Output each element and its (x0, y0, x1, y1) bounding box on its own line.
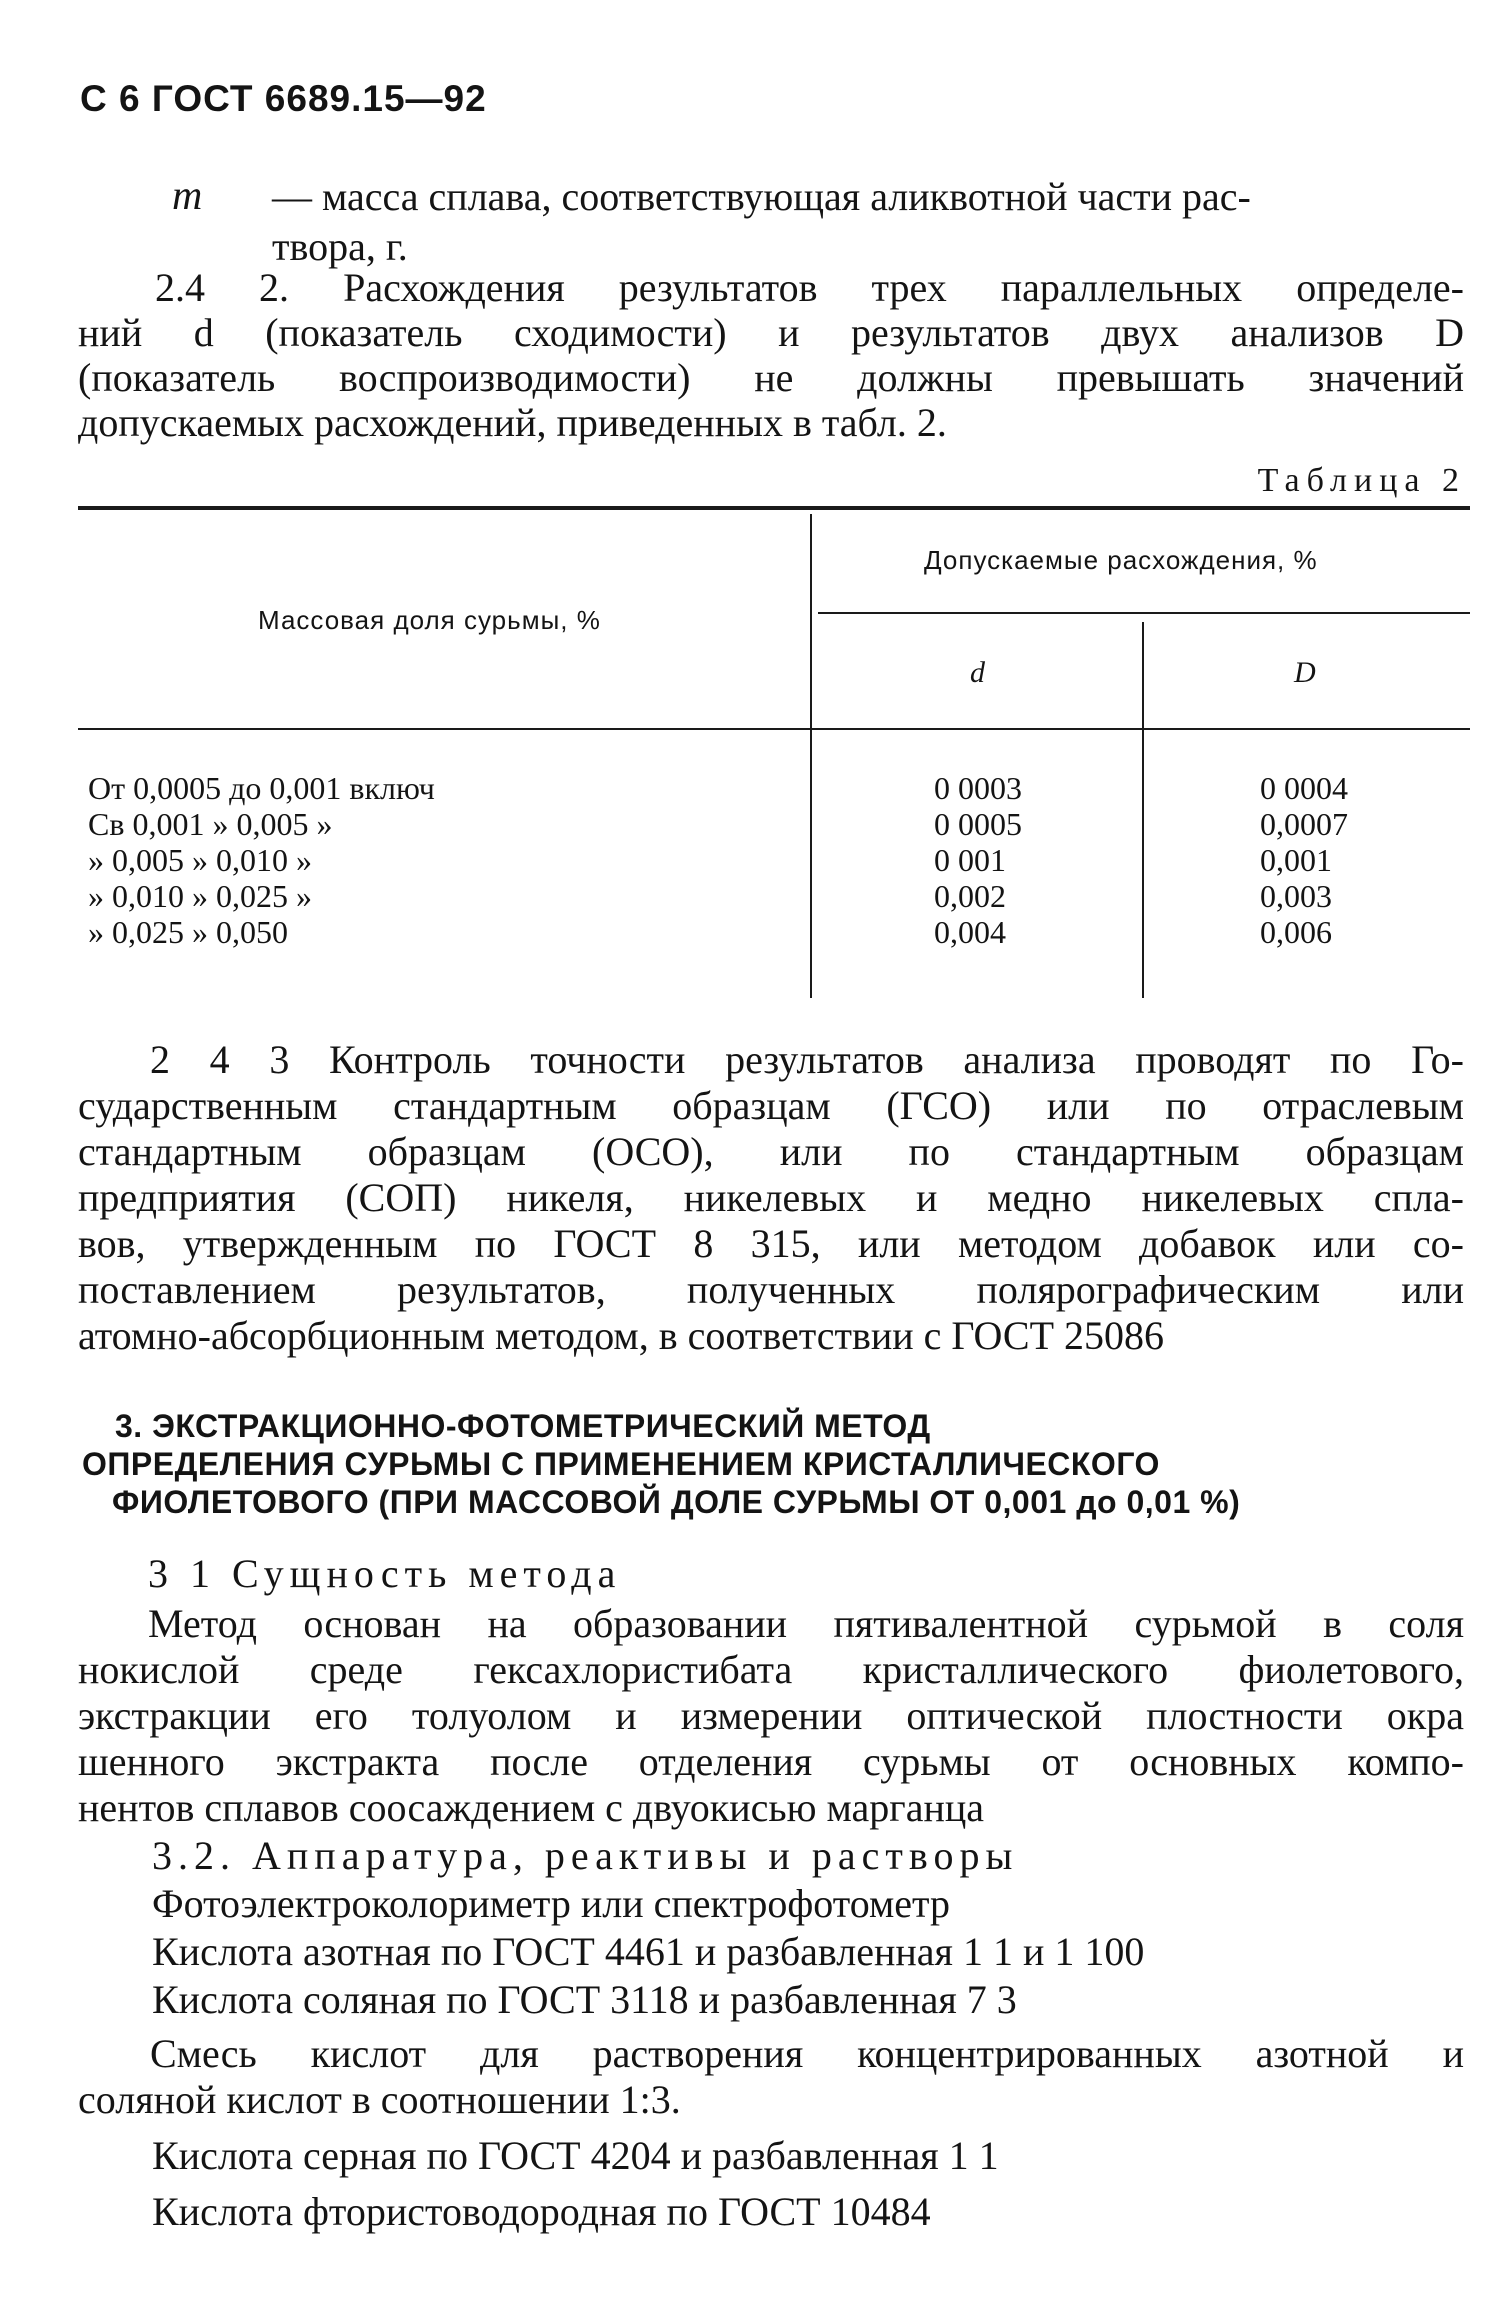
para-2-4-3-line6: поставлением результатов, полученных полярографическим или (78, 1267, 1464, 1312)
list-item-hf: Кислота фтористоводородная по ГОСТ 10484 (152, 2189, 931, 2234)
table-caption: Таблица 2 (1257, 462, 1466, 499)
table-col1-header: Массовая доля сурьмы, % (258, 605, 601, 635)
table-cell-D: 0,006 (1260, 914, 1332, 950)
m-definition-line1: — масса сплава, соответствующая аликвотной части рас- (272, 174, 1251, 219)
para-2-4-3-line5: вов, утвержденным по ГОСТ 8 315, или методом добавок или со- (78, 1221, 1464, 1266)
table-cell-range: Св 0,001 » 0,005 » (88, 806, 333, 842)
section-3-1-title: 3 1 Сущность метода (148, 1551, 622, 1596)
table-col-d-header: d (970, 656, 985, 689)
table-cell-d: 0,002 (934, 878, 1006, 914)
table-vline-2 (1142, 622, 1144, 998)
page-header: С 6 ГОСТ 6689.15—92 (80, 78, 487, 119)
para-2-4-3-line4: предприятия (СОП) никеля, никелевых и медно никелевых спла- (78, 1175, 1464, 1220)
para-2-4-3-line2: сударственным стандартным образцам (ГСО) или по отраслевым (78, 1083, 1464, 1128)
list-item: Кислота азотная по ГОСТ 4461 и разбавленная 1 1 и 1 100 (152, 1929, 1145, 1974)
table-cell-D: 0,001 (1260, 842, 1332, 878)
section-3-heading-line3: ФИОЛЕТОВОГО (ПРИ МАССОВОЙ ДОЛЕ СУРЬМЫ ОТ 0,001 до 0,01 %) (112, 1484, 1241, 1520)
section-3-2-title: 3.2. Аппаратура, реактивы и растворы (152, 1833, 1019, 1878)
table-group-header: Допускаемые расхождения, % (924, 545, 1318, 575)
section-3-1-line5: нентов сплавов соосаждением с двуокисью марганца (78, 1785, 985, 1830)
para-2-4-3-line3: стандартным образцам (ОСО), или по стандартным образцам (78, 1129, 1464, 1174)
table-cell-d: 0 0003 (934, 770, 1022, 806)
table-cell-range: » 0,025 » 0,050 (88, 914, 288, 950)
para-2-4-3-line1: 2 4 3 Контроль точности результатов анализа проводят по Го- (150, 1037, 1464, 1082)
para-2-4-2-line1: 2.4 2. Расхождения результатов трех параллельных определе- (155, 265, 1464, 310)
para-2-4-2-line4: допускаемых расхождений, приведенных в табл. 2. (78, 400, 947, 445)
acid-mix-line1: Смесь кислот для растворения концентрированных азотной и (150, 2031, 1464, 2076)
table-cell-d: 0,004 (934, 914, 1006, 950)
para-2-4-2-line3: (показатель воспроизводимости) не должны превышать значений (78, 355, 1464, 400)
symbol-m: m (172, 173, 203, 219)
section-3-1-line1: Метод основан на образовании пятивалентной сурьмой в соля (148, 1601, 1464, 1646)
table-cell-D: 0 0004 (1260, 770, 1348, 806)
table-cell-d: 0 001 (934, 842, 1006, 878)
table-cell-D: 0,0007 (1260, 806, 1348, 842)
m-definition-line2: твора, г. (272, 224, 408, 269)
table-cell-range: От 0,0005 до 0,001 включ (88, 770, 435, 806)
table-top-rule (78, 506, 1470, 510)
list-item-sulfuric: Кислота серная по ГОСТ 4204 и разбавленная 1 1 (152, 2133, 999, 2178)
list-item: Фотоэлектроколориметр или спектрофотометр (152, 1881, 951, 1926)
table-cell-range: » 0,010 » 0,025 » (88, 878, 312, 914)
para-2-4-3-line7: атомно-абсорбционным методом, в соответствии с ГОСТ 25086 (78, 1313, 1165, 1358)
list-item: Кислота соляная по ГОСТ 3118 и разбавленная 7 3 (152, 1977, 1017, 2022)
table-group-rule (818, 612, 1470, 614)
table-cell-d: 0 0005 (934, 806, 1022, 842)
section-3-1-line2: нокислой среде гексахлористибата кристаллического фиолетового, (78, 1647, 1464, 1692)
section-3-heading-line2: ОПРЕДЕЛЕНИЯ СУРЬМЫ С ПРИМЕНЕНИЕМ КРИСТАЛЛИЧЕСКОГО (82, 1446, 1160, 1482)
table-cell-D: 0,003 (1260, 878, 1332, 914)
table-col-D-header: D (1294, 656, 1316, 689)
section-3-1-line3: экстракции его толуолом и измерении оптической плостности окра (78, 1693, 1464, 1738)
table-cell-range: » 0,005 » 0,010 » (88, 842, 312, 878)
section-3-heading-line1: 3. ЭКСТРАКЦИОННО-ФОТОМЕТРИЧЕСКИЙ МЕТОД (115, 1408, 931, 1444)
table-header-rule (78, 728, 1470, 730)
para-2-4-2-line2: ний d (показатель сходимости) и результатов двух анализов D (78, 310, 1464, 355)
table-vline-1 (810, 514, 812, 998)
section-3-1-line4: шенного экстракта после отделения сурьмы от основных компо- (78, 1739, 1464, 1784)
acid-mix-line2: соляной кислот в соотношении 1:3. (78, 2077, 681, 2122)
